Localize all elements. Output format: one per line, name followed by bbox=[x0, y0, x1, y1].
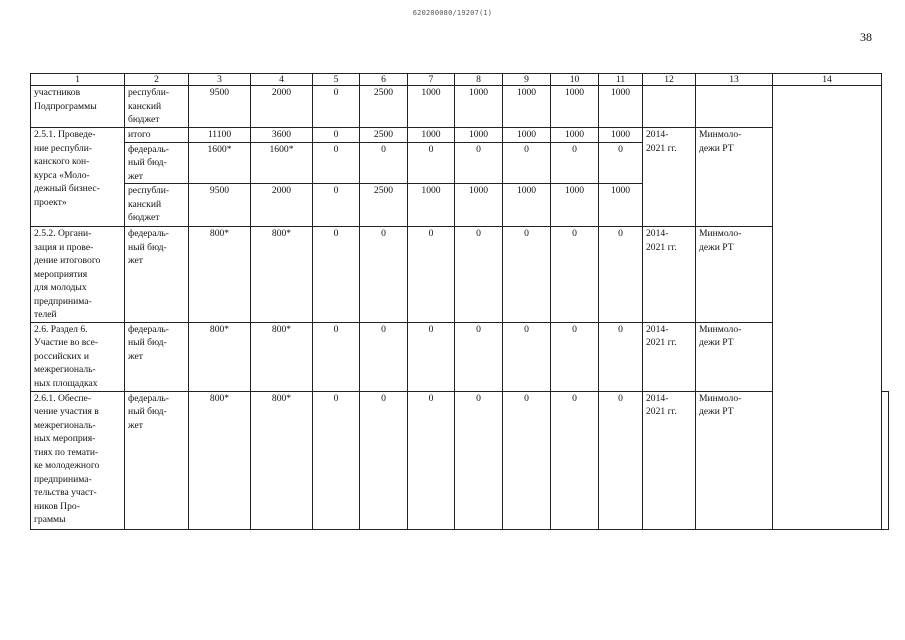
value-cell: 0 bbox=[503, 322, 551, 391]
table-row bbox=[31, 128, 889, 143]
value-cell: 0 bbox=[360, 142, 408, 184]
header-cell: 10 bbox=[551, 74, 599, 86]
value-cell: 0 bbox=[551, 227, 599, 323]
header-cell: 14 bbox=[773, 74, 882, 86]
value-cell: 0 bbox=[313, 142, 360, 184]
value-cell: 0 bbox=[313, 184, 360, 227]
budget-table bbox=[30, 73, 889, 530]
table-row bbox=[31, 391, 889, 529]
header-cell: 8 bbox=[455, 74, 503, 86]
value-cell: 1000 bbox=[408, 184, 455, 227]
funding-source: федераль- ный бюд- жет bbox=[125, 227, 189, 323]
funding-source: республи- канский бюджет bbox=[125, 184, 189, 227]
value-cell: 0 bbox=[503, 142, 551, 184]
value-cell: 1000 bbox=[503, 128, 551, 143]
header-cell: 1 bbox=[31, 74, 125, 86]
document-id: 620200080/19207(1) bbox=[412, 9, 493, 17]
header-cell: 6 bbox=[360, 74, 408, 86]
value-cell: 0 bbox=[313, 391, 360, 529]
value-cell: 3600 bbox=[251, 128, 313, 143]
funding-source: федераль- ный бюд- жет bbox=[125, 142, 189, 184]
value-cell: 0 bbox=[313, 227, 360, 323]
value-cell: 0 bbox=[408, 322, 455, 391]
notes-cell bbox=[773, 86, 882, 530]
value-cell: 1000 bbox=[455, 184, 503, 227]
value-cell: 0 bbox=[599, 227, 643, 323]
value-cell: 800* bbox=[251, 322, 313, 391]
value-cell: 2500 bbox=[360, 184, 408, 227]
executor-cell: Минмоло- дежи РТ bbox=[696, 227, 773, 323]
value-cell: 0 bbox=[360, 227, 408, 323]
row-label: 2.5.2. Органи- зация и прове- дение итогового мероприятия для молодых предпринима- телей bbox=[31, 227, 125, 323]
value-cell: 0 bbox=[455, 142, 503, 184]
executor-cell: Минмоло- дежи РТ bbox=[696, 128, 773, 227]
period-cell: 2014- 2021 гг. bbox=[643, 322, 696, 391]
header-row bbox=[31, 74, 889, 86]
table-row bbox=[31, 227, 889, 323]
value-cell: 800* bbox=[251, 391, 313, 529]
value-cell: 0 bbox=[599, 391, 643, 529]
value-cell: 0 bbox=[313, 322, 360, 391]
header-cell: 12 bbox=[643, 74, 696, 86]
value-cell: 2000 bbox=[251, 184, 313, 227]
table-row bbox=[31, 322, 889, 391]
value-cell: 800* bbox=[189, 227, 251, 323]
value-cell: 800* bbox=[251, 227, 313, 323]
value-cell: 9500 bbox=[189, 184, 251, 227]
value-cell: 1000 bbox=[599, 128, 643, 143]
value-cell: 0 bbox=[455, 322, 503, 391]
page-number: 38 bbox=[860, 30, 872, 44]
value-cell: 1600* bbox=[189, 142, 251, 184]
value-cell: 0 bbox=[455, 391, 503, 529]
period-cell: 2014- 2021 гг. bbox=[643, 128, 696, 227]
value-cell: 0 bbox=[551, 391, 599, 529]
value-cell: 1000 bbox=[503, 86, 551, 128]
value-cell: 2000 bbox=[251, 86, 313, 128]
header-cell: 13 bbox=[696, 74, 773, 86]
header-cell: 9 bbox=[503, 74, 551, 86]
value-cell: 0 bbox=[360, 391, 408, 529]
value-cell: 1000 bbox=[599, 86, 643, 128]
funding-source: итого bbox=[125, 128, 189, 143]
value-cell: 1000 bbox=[599, 184, 643, 227]
executor-cell: Минмоло- дежи РТ bbox=[696, 322, 773, 391]
value-cell: 0 bbox=[408, 227, 455, 323]
value-cell: 1600* bbox=[251, 142, 313, 184]
value-cell: 2500 bbox=[360, 86, 408, 128]
row-label: 2.6. Раздел 6. Участие во все- российских и межрегиональ- ных площадках bbox=[31, 322, 125, 391]
funding-source: республи- канский бюджет bbox=[125, 86, 189, 128]
value-cell: 1000 bbox=[455, 128, 503, 143]
funding-source: федераль- ный бюд- жет bbox=[125, 391, 189, 529]
value-cell: 0 bbox=[313, 128, 360, 143]
value-cell: 0 bbox=[599, 322, 643, 391]
period-cell: 2014- 2021 гг. bbox=[643, 391, 696, 529]
value-cell: 0 bbox=[408, 142, 455, 184]
value-cell: 1000 bbox=[455, 86, 503, 128]
header-cell: 7 bbox=[408, 74, 455, 86]
value-cell: 9500 bbox=[189, 86, 251, 128]
value-cell: 1000 bbox=[551, 128, 599, 143]
value-cell: 800* bbox=[189, 322, 251, 391]
value-cell: 1000 bbox=[408, 86, 455, 128]
row-label: участников Подпрограммы bbox=[31, 86, 125, 128]
header-cell: 2 bbox=[125, 74, 189, 86]
period-cell bbox=[643, 86, 696, 128]
value-cell: 0 bbox=[551, 322, 599, 391]
value-cell: 0 bbox=[503, 227, 551, 323]
table-row bbox=[31, 86, 889, 128]
executor-cell bbox=[696, 86, 773, 128]
value-cell: 0 bbox=[408, 391, 455, 529]
value-cell: 1000 bbox=[551, 184, 599, 227]
value-cell: 1000 bbox=[503, 184, 551, 227]
value-cell: 1000 bbox=[551, 86, 599, 128]
notes-cell bbox=[882, 391, 889, 529]
value-cell: 800* bbox=[189, 391, 251, 529]
header-cell: 5 bbox=[313, 74, 360, 86]
period-cell: 2014- 2021 гг. bbox=[643, 227, 696, 323]
value-cell: 0 bbox=[360, 322, 408, 391]
row-label: 2.5.1. Проведе- ние республи- канского кон- курса «Моло- дежный бизнес- проект» bbox=[31, 128, 125, 227]
value-cell: 0 bbox=[313, 86, 360, 128]
value-cell: 0 bbox=[551, 142, 599, 184]
header-cell: 3 bbox=[189, 74, 251, 86]
value-cell: 11100 bbox=[189, 128, 251, 143]
header-cell: 4 bbox=[251, 74, 313, 86]
header-cell: 11 bbox=[599, 74, 643, 86]
value-cell: 1000 bbox=[408, 128, 455, 143]
row-label: 2.6.1. Обеспе- чение участия в межрегиональ- ных мероприя- тиях по темати- ке молодежного предпринима- тельства участ- ников Про- граммы bbox=[31, 391, 125, 529]
value-cell: 0 bbox=[455, 227, 503, 323]
executor-cell: Минмоло- дежи РТ bbox=[696, 391, 773, 529]
funding-source: федераль- ный бюд- жет bbox=[125, 322, 189, 391]
value-cell: 0 bbox=[503, 391, 551, 529]
value-cell: 2500 bbox=[360, 128, 408, 143]
value-cell: 0 bbox=[599, 142, 643, 184]
